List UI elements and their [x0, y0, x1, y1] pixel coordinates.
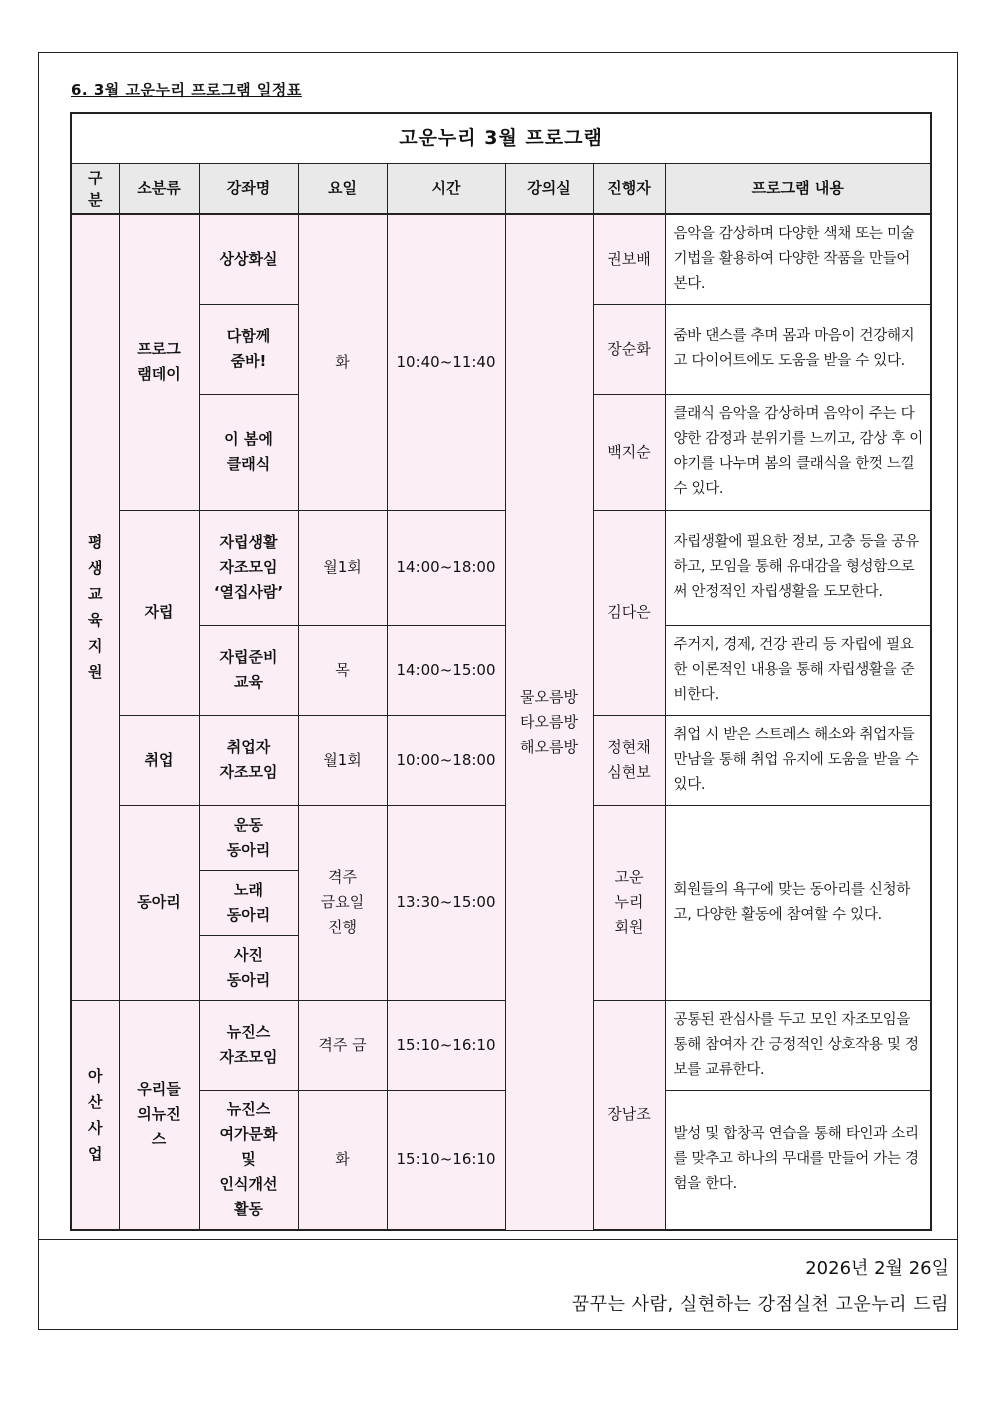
group-lifelong-education: [71, 214, 119, 1000]
subcat-program-day: 프로그램데이: [119, 214, 199, 510]
header-course: 강좌명: [199, 164, 298, 215]
group-label: 평생교육지원: [88, 533, 103, 682]
footer-date: 2026년 2월 26일: [805, 1258, 949, 1279]
day-cell: 화: [298, 214, 387, 510]
course-name: 자립생활 자조모임 ‘열집사람’: [199, 510, 298, 625]
time-cell: 10:40~11:40: [387, 214, 505, 510]
content-cell: 주거지, 경제, 건강 관리 등 자립에 필요한 이론적인 내용을 통해 자립생활을 준비한다.: [665, 625, 931, 715]
group-asan-project: [71, 1000, 119, 1230]
subcat-our-newjeans: 우리들의뉴진스: [119, 1000, 199, 1230]
day-cell: 화: [298, 1090, 387, 1230]
course-name: 뉴진스 자조모임: [199, 1000, 298, 1090]
schedule-table: [70, 112, 932, 1231]
header-host: 진행자: [593, 164, 665, 215]
course-name: 이 봄에 클래식: [199, 394, 298, 510]
section-title: 6. 3월 고운누리 프로그램 일정표: [71, 81, 302, 99]
subcat-independence: 자립: [119, 510, 199, 715]
footer-signature: 꿈꾸는 사람, 실현하는 강점실천 고운누리 드림: [571, 1294, 949, 1315]
footer-divider: [38, 1239, 958, 1240]
content-cell: 공통된 관심사를 두고 모인 자조모임을 통해 참여자 간 긍정적인 상호작용 및 정보를 교류한다.: [665, 1000, 931, 1090]
time-cell: 14:00~18:00: [387, 510, 505, 625]
day-cell: 격주 금요일 진행: [298, 805, 387, 1000]
course-name: 사진 동아리: [199, 935, 298, 1000]
content-cell: 줌바 댄스를 추며 몸과 마음이 건강해지고 다이어트에도 도움을 받을 수 있다.: [665, 304, 931, 394]
day-cell: 월1회: [298, 715, 387, 805]
table-title: 고운누리 3월 프로그램: [71, 113, 931, 164]
host-cell: 권보배: [593, 214, 665, 304]
host-cell: 장남조: [593, 1000, 665, 1230]
day-cell: 격주 금: [298, 1000, 387, 1090]
course-name: 운동 동아리: [199, 805, 298, 870]
host-cell: 장순화: [593, 304, 665, 394]
header-subcategory: 소분류: [119, 164, 199, 215]
room-cell: 물오름방 타오름방 해오름방: [505, 214, 593, 1230]
course-name: 취업자 자조모임: [199, 715, 298, 805]
day-cell: 월1회: [298, 510, 387, 625]
time-cell: 10:00~18:00: [387, 715, 505, 805]
header-content: 프로그램 내용: [665, 164, 931, 215]
host-cell: 김다은: [593, 510, 665, 715]
host-cell: 백지순: [593, 394, 665, 510]
content-cell: 자립생활에 필요한 정보, 고충 등을 공유하고, 모임을 통해 유대감을 형성함으로써 안정적인 자립생활을 도모한다.: [665, 510, 931, 625]
course-name: 다함께 줌바!: [199, 304, 298, 394]
header-category: 구분: [71, 164, 119, 215]
content-cell: 음악을 감상하며 다양한 색채 또는 미술 기법을 활용하여 다양한 작품을 만들어 본다.: [665, 214, 931, 304]
header-time: 시간: [387, 164, 505, 215]
course-name: 노래 동아리: [199, 870, 298, 935]
content-cell: 회원들의 욕구에 맞는 동아리를 신청하고, 다양한 활동에 참여할 수 있다.: [665, 805, 931, 1000]
content-cell: 취업 시 받은 스트레스 해소와 취업자들 만남을 통해 취업 유지에 도움을 받을 수 있다.: [665, 715, 931, 805]
time-cell: 13:30~15:00: [387, 805, 505, 1000]
course-name: 상상화실: [199, 214, 298, 304]
day-cell: 목: [298, 625, 387, 715]
header-room: 강의실: [505, 164, 593, 215]
time-cell: 15:10~16:10: [387, 1000, 505, 1090]
host-cell: 정현채 심현보: [593, 715, 665, 805]
course-name: 뉴진스 여가문화 및 인식개선 활동: [199, 1090, 298, 1230]
content-cell: 클래식 음악을 감상하며 음악이 주는 다양한 감정과 분위기를 느끼고, 감상 후 이야기를 나누며 봄의 클래식을 한껏 느낄 수 있다.: [665, 394, 931, 510]
host-cell: 고운 누리 회원: [593, 805, 665, 1000]
time-cell: 14:00~15:00: [387, 625, 505, 715]
time-cell: 15:10~16:10: [387, 1090, 505, 1230]
subcat-club: 동아리: [119, 805, 199, 1000]
group-label: 아산사업: [88, 1066, 103, 1163]
course-name: 자립준비 교육: [199, 625, 298, 715]
subcat-employment: 취업: [119, 715, 199, 805]
header-day: 요일: [298, 164, 387, 215]
content-cell: 발성 및 합창곡 연습을 통해 타인과 소리를 맞추고 하나의 무대를 만들어 가는 경험을 한다.: [665, 1090, 931, 1230]
